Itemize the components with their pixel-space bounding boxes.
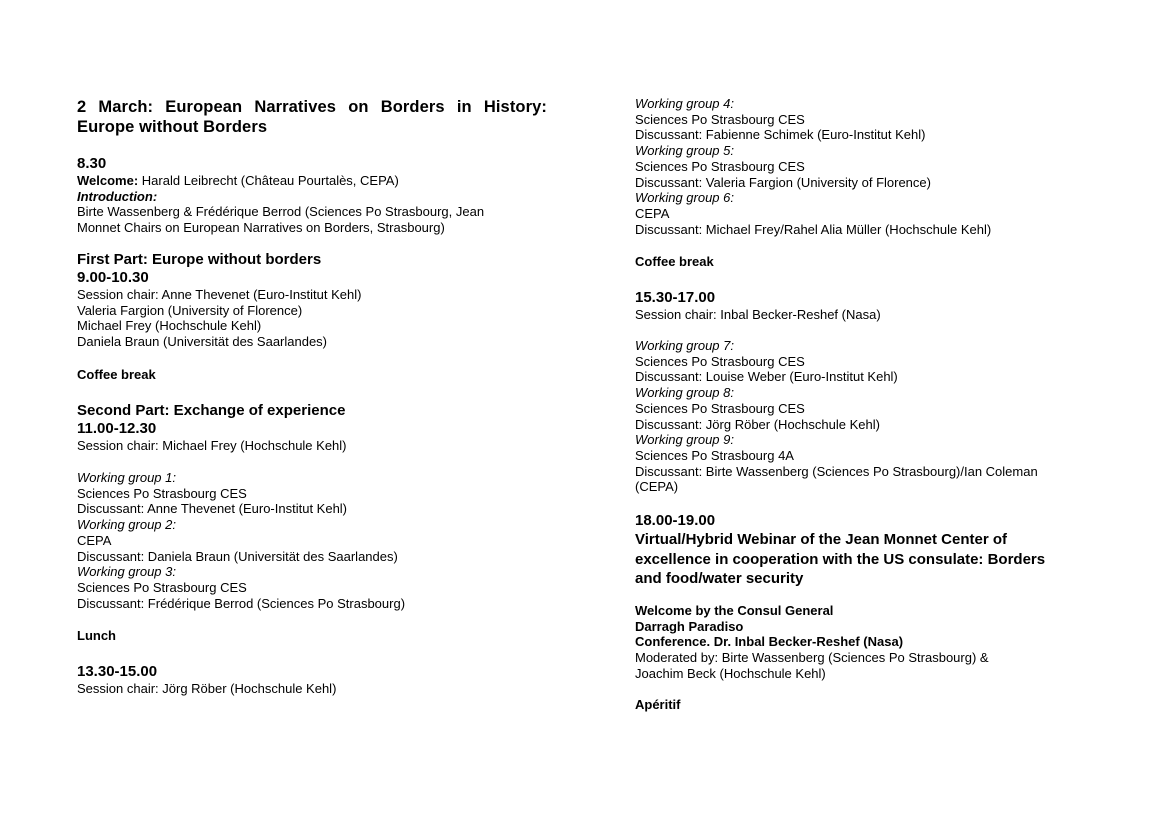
coffee-break-text: Coffee break (635, 254, 714, 269)
working-group-discussant-cont: (CEPA) (635, 479, 679, 495)
late-session-block (635, 289, 1105, 323)
second-part-block (77, 402, 547, 454)
working-group-name: Working group 5: (635, 143, 734, 159)
working-group-place: CEPA (77, 532, 112, 548)
lunch (77, 628, 547, 644)
webinar-time: 18.00-19.00 (635, 512, 716, 529)
working-group-discussant: Discussant: Frédérique Berrod (Sciences Po Strasbourg) (77, 595, 406, 611)
working-group-discussant: Discussant: Michael Frey/Rahel Alia Müller (Hochschule Kehl) (635, 221, 992, 237)
opening-time: 8.30 (77, 155, 107, 172)
conference-line: Conference. Dr. Inbal Becker-Reshef (Nasa) (635, 634, 904, 650)
working-group-place: Sciences Po Strasbourg 4A (635, 447, 794, 463)
moderated-by: Moderated by: Birte Wassenberg (Sciences Po Strasbourg) & (635, 650, 989, 666)
working-group-place: Sciences Po Strasbourg CES (77, 579, 247, 595)
first-part-block (77, 251, 547, 350)
coffee-break-1 (77, 367, 547, 383)
introduction-text: Birte Wassenberg & Frédérique Berrod (Sciences Po Strasbourg, Jean Monnet Chairs on European Narratives on Borders, Strasbourg) (77, 204, 485, 236)
working-group-name: Working group 3: (77, 564, 176, 580)
introduction-label: Introduction: (77, 188, 158, 204)
opening-block (77, 155, 547, 236)
working-group-discussant: Discussant: Fabienne Schimek (Euro-Institut Kehl) (635, 127, 926, 143)
working-group-discussant: Discussant: Valeria Fargion (University of Florence) (635, 174, 931, 190)
aperitif-text: Apéritif (635, 697, 681, 712)
second-part-time: 11.00-12.30 (77, 420, 157, 437)
second-part-title: Second Part: Exchange of experience (77, 402, 346, 419)
late-session-chair: Session chair: Inbal Becker-Reshef (Nasa) (635, 307, 881, 322)
working-group-discussant: Discussant: Jörg Röber (Hochschule Kehl) (635, 416, 880, 432)
working-group-name: Working group 6: (635, 190, 734, 206)
day-title (77, 97, 547, 137)
working-group-name: Working group 2: (77, 517, 176, 533)
working-group-discussant: Discussant: Daniela Braun (Universität des Saarlandes) (77, 548, 398, 564)
first-part-line: Session chair: Anne Thevenet (Euro-Institut Kehl) (77, 287, 362, 302)
consul-name: Darragh Paradiso (635, 618, 744, 634)
consul-welcome: Welcome by the Consul General (635, 603, 834, 618)
working-group-discussant: Discussant: Louise Weber (Euro-Institut Kehl) (635, 369, 898, 385)
working-groups-7-9 (635, 338, 1105, 495)
lunch-text: Lunch (77, 628, 116, 643)
working-groups-4-6 (635, 96, 1105, 237)
welcome-text: Harald Leibrecht (Château Pourtalès, CEPA) (141, 173, 399, 188)
moderated-by-cont: Joachim Beck (Hochschule Kehl) (635, 665, 826, 681)
afternoon-block (77, 663, 547, 697)
working-group-place: Sciences Po Strasbourg CES (635, 111, 805, 127)
first-part-line: Valeria Fargion (University of Florence) (77, 302, 303, 318)
working-group-place: CEPA (635, 205, 670, 221)
working-group-discussant: Discussant: Anne Thevenet (Euro-Institut Kehl) (77, 501, 348, 517)
coffee-break-text: Coffee break (77, 367, 156, 382)
second-part-chair: Session chair: Michael Frey (Hochschule Kehl) (77, 438, 347, 453)
working-group-name: Working group 7: (635, 338, 734, 353)
first-part-line: Michael Frey (Hochschule Kehl) (77, 318, 262, 334)
working-group-discussant: Discussant: Birte Wassenberg (Sciences Po Strasbourg)/Ian Coleman (635, 463, 1038, 479)
working-group-name: Working group 4: (635, 96, 734, 111)
working-group-place: Sciences Po Strasbourg CES (635, 400, 805, 416)
working-group-place: Sciences Po Strasbourg CES (77, 485, 247, 501)
first-part-line: Daniela Braun (Universität des Saarlandes) (77, 334, 328, 350)
working-group-place: Sciences Po Strasbourg CES (635, 158, 805, 174)
webinar-details (635, 603, 1105, 682)
afternoon-time: 13.30-15.00 (77, 663, 158, 680)
aperitif (635, 697, 1105, 713)
working-group-name: Working group 8: (635, 385, 734, 401)
afternoon-chair: Session chair: Jörg Röber (Hochschule Kehl) (77, 681, 337, 696)
welcome-label: Welcome: (77, 173, 139, 188)
working-group-place: Sciences Po Strasbourg CES (635, 353, 805, 369)
first-part-title: First Part: Europe without borders (77, 251, 322, 268)
late-session-time: 15.30-17.00 (635, 289, 716, 306)
working-group-name: Working group 9: (635, 432, 734, 448)
working-groups-1-3 (77, 470, 547, 611)
webinar-block (635, 512, 1105, 589)
webinar-title-line: Virtual/Hybrid Webinar of the Jean Monnet Center of (635, 531, 1007, 548)
coffee-break-2 (635, 254, 1105, 270)
day-title-text: 2 March: European Narratives on Borders in History: Europe without Borders (77, 98, 547, 136)
webinar-title-line: and food/water security (635, 570, 804, 587)
working-group-name: Working group 1: (77, 470, 176, 485)
first-part-time: 9.00-10.30 (77, 269, 149, 286)
webinar-title-line: excellence in cooperation with the US consulate: Borders (635, 550, 1046, 568)
